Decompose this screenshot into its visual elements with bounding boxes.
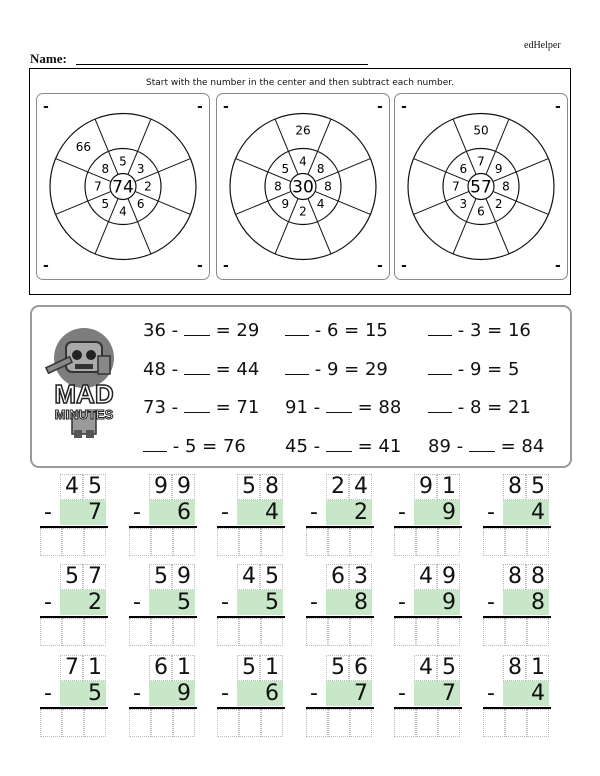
wheel-center-number: 57 — [470, 177, 492, 198]
tens-digit: 2 — [331, 474, 345, 499]
answer-cell[interactable] — [438, 528, 460, 556]
operator: - — [450, 436, 469, 457]
mad-minutes-equation — [285, 437, 401, 457]
answer-cell[interactable] — [483, 618, 505, 646]
ones-digit: 1 — [177, 655, 191, 680]
wheel-inner-number: 9 — [281, 197, 290, 212]
ones-digit: 6 — [354, 655, 368, 680]
answer-cell[interactable] — [40, 528, 62, 556]
minus-sign: - — [221, 681, 229, 706]
operand: 3 — [469, 320, 482, 341]
answer-cell[interactable] — [350, 618, 372, 646]
minus-sign: - — [310, 500, 318, 525]
mad-minutes-equation — [143, 437, 246, 457]
answer-cell[interactable] — [306, 709, 328, 737]
minus-sign: - — [398, 500, 406, 525]
operand: 8 — [469, 397, 482, 418]
tens-digit: 4 — [419, 564, 433, 589]
wheel-inner-number: 6 — [136, 197, 145, 212]
minus-sign: - — [310, 590, 318, 615]
subtrahend-digit: 7 — [88, 500, 102, 525]
answer-cell[interactable] — [416, 709, 438, 737]
wheel-inner-number: 7 — [94, 179, 102, 194]
operator: - — [307, 397, 326, 418]
wheel-inner-number: 4 — [299, 154, 307, 169]
subtraction-problem — [40, 474, 108, 560]
answer-blank[interactable] — [428, 321, 452, 336]
mad-minutes-equation — [428, 437, 544, 457]
subtraction-problem — [306, 655, 374, 741]
answer-blank[interactable] — [428, 360, 452, 375]
minus-sign: - — [398, 590, 406, 615]
answer-cell[interactable] — [217, 709, 239, 737]
answer-cell[interactable] — [328, 709, 350, 737]
wheel-inner-number: 8 — [324, 179, 332, 194]
minus-sign: - — [310, 681, 318, 706]
operator: - — [165, 359, 184, 380]
equals-sign: = — [209, 397, 237, 418]
ones-digit: 5 — [88, 474, 102, 499]
answer-cell[interactable] — [438, 618, 460, 646]
answer-blank[interactable] — [326, 398, 352, 413]
operator: - — [309, 320, 327, 341]
answer-rule — [129, 707, 197, 709]
operand: 91 — [285, 397, 308, 418]
answer-rule — [394, 707, 462, 709]
corner-minus: - — [377, 258, 383, 274]
answer-cell[interactable] — [217, 618, 239, 646]
answer-blank[interactable] — [285, 360, 309, 375]
answer-cell[interactable] — [394, 618, 416, 646]
answer-rule — [217, 707, 285, 709]
answer-cell[interactable] — [505, 709, 527, 737]
result: 84 — [521, 436, 545, 457]
tens-digit: 5 — [242, 474, 256, 499]
operator: - — [165, 320, 184, 341]
answer-cell[interactable] — [217, 528, 239, 556]
operand: 9 — [326, 359, 339, 380]
answer-cell[interactable] — [62, 709, 84, 737]
tens-digit: 4 — [419, 655, 433, 680]
operand: 48 — [143, 359, 166, 380]
corner-minus: - — [223, 258, 229, 274]
operand: 73 — [143, 397, 166, 418]
subtrahend-digit: 4 — [265, 500, 279, 525]
result: 44 — [236, 359, 260, 380]
ones-digit: 1 — [88, 655, 102, 680]
subtraction-problem — [394, 655, 462, 741]
minus-sign: - — [44, 500, 52, 525]
subtraction-problem — [394, 474, 462, 560]
equals-sign: = — [481, 320, 508, 341]
tens-digit: 4 — [242, 564, 256, 589]
subtrahend-digit: 9 — [442, 500, 456, 525]
wheel-inner-number: 6 — [459, 161, 468, 176]
ones-digit: 9 — [177, 564, 191, 589]
result: 16 — [507, 320, 531, 341]
answer-blank[interactable] — [143, 437, 167, 452]
operand: 9 — [469, 359, 482, 380]
subtrahend-digit: 9 — [442, 590, 456, 615]
answer-cell[interactable] — [84, 709, 106, 737]
answer-cell[interactable] — [239, 709, 261, 737]
subtrahend-digit: 2 — [88, 590, 102, 615]
subtraction-problem — [129, 474, 197, 560]
tens-digit: 5 — [154, 564, 168, 589]
subtraction-problem — [40, 655, 108, 741]
answer-rule — [306, 616, 374, 618]
minus-sign: - — [44, 681, 52, 706]
answer-cell[interactable] — [505, 528, 527, 556]
answer-cell[interactable] — [261, 618, 283, 646]
answer-cell[interactable] — [483, 528, 505, 556]
subtrahend-digit: 4 — [531, 681, 545, 706]
mad-minutes-equation — [143, 321, 259, 341]
subtraction-problem — [394, 564, 462, 650]
wheel-outer-answer[interactable]: 50 — [473, 123, 489, 138]
brand-label: edHelper — [524, 40, 561, 51]
ones-digit: 4 — [354, 474, 368, 499]
result: 41 — [378, 436, 402, 457]
answer-cell[interactable] — [62, 618, 84, 646]
answer-blank[interactable] — [326, 437, 352, 452]
tens-digit: 9 — [419, 474, 433, 499]
minus-sign: - — [221, 500, 229, 525]
subtrahend-digit: 8 — [531, 590, 545, 615]
logo-line2: MINUTES — [54, 407, 114, 422]
wheel-panel — [216, 93, 390, 280]
answer-cell[interactable] — [261, 709, 283, 737]
subtrahend-digit: 4 — [531, 500, 545, 525]
answer-cell[interactable] — [129, 709, 151, 737]
answer-cell[interactable] — [416, 618, 438, 646]
result: 71 — [236, 397, 260, 418]
equals-sign: = — [209, 320, 237, 341]
wheel-inner-number: 6 — [477, 204, 485, 219]
wheel-inner-number: 8 — [316, 161, 325, 176]
answer-cell[interactable] — [306, 618, 328, 646]
corner-minus: - — [43, 258, 49, 274]
subtraction-problem — [217, 655, 285, 741]
answer-cell[interactable] — [129, 618, 151, 646]
corner-minus: - — [401, 258, 407, 274]
answer-cell[interactable] — [40, 618, 62, 646]
answer-cell[interactable] — [350, 528, 372, 556]
wheel-inner-number: 8 — [101, 161, 110, 176]
answer-cell[interactable] — [394, 528, 416, 556]
subtraction-problem — [483, 564, 551, 650]
result: 29 — [364, 359, 388, 380]
result: 76 — [222, 436, 246, 457]
answer-cell[interactable] — [84, 528, 106, 556]
operand: 45 — [285, 436, 308, 457]
answer-cell[interactable] — [151, 618, 173, 646]
answer-cell[interactable] — [527, 528, 549, 556]
subtrahend-digit: 5 — [265, 590, 279, 615]
answer-cell[interactable] — [84, 618, 106, 646]
answer-rule — [217, 526, 285, 528]
tens-digit: 8 — [508, 564, 522, 589]
ones-digit: 9 — [442, 564, 456, 589]
corner-minus: - — [197, 258, 203, 274]
answer-cell[interactable] — [62, 528, 84, 556]
answer-rule — [40, 707, 108, 709]
wheel-outer-answer[interactable]: 26 — [295, 123, 311, 138]
tens-digit: 8 — [508, 655, 522, 680]
subtraction-problem — [483, 474, 551, 560]
answer-cell[interactable] — [173, 709, 195, 737]
answer-blank[interactable] — [469, 437, 495, 452]
subtrahend-digit: 7 — [442, 681, 456, 706]
ones-digit: 1 — [265, 655, 279, 680]
answer-rule — [306, 707, 374, 709]
answer-rule — [483, 616, 551, 618]
wheel-panel — [36, 93, 210, 280]
answer-cell[interactable] — [527, 618, 549, 646]
operand: 36 — [143, 320, 166, 341]
minus-sign: - — [221, 590, 229, 615]
equals-sign: = — [351, 397, 379, 418]
subtrahend-digit: 2 — [354, 500, 368, 525]
subtrahend-digit: 8 — [354, 590, 368, 615]
answer-cell[interactable] — [151, 528, 173, 556]
operand: 89 — [428, 436, 451, 457]
subtrahend-digit: 6 — [265, 681, 279, 706]
name-line[interactable] — [76, 64, 368, 65]
ones-digit: 8 — [531, 564, 545, 589]
wheel-diagram — [37, 94, 209, 279]
wheel-inner-number: 8 — [274, 179, 282, 194]
corner-minus: - — [555, 99, 561, 115]
tens-digit: 5 — [242, 655, 256, 680]
ones-digit: 8 — [265, 474, 279, 499]
answer-rule — [217, 616, 285, 618]
wheel-inner-number: 7 — [452, 179, 460, 194]
ones-digit: 7 — [88, 564, 102, 589]
tens-digit: 7 — [65, 655, 79, 680]
tens-digit: 8 — [508, 474, 522, 499]
operator: - — [167, 436, 185, 457]
minus-sign: - — [487, 590, 495, 615]
wheel-panel — [394, 93, 568, 280]
wheel-diagram — [395, 94, 567, 279]
ones-digit: 9 — [177, 474, 191, 499]
wheel-inner-number: 5 — [119, 154, 127, 169]
wheel-instructions: Start with the number in the center and then subtract each number. — [146, 78, 454, 88]
answer-rule — [129, 526, 197, 528]
ones-digit: 3 — [354, 564, 368, 589]
subtrahend-digit: 6 — [177, 500, 191, 525]
answer-rule — [394, 616, 462, 618]
wheel-inner-number: 5 — [101, 197, 110, 212]
operand: 5 — [184, 436, 197, 457]
wheel-inner-number: 2 — [494, 197, 503, 212]
equals-sign: = — [338, 320, 365, 341]
answer-cell[interactable] — [394, 709, 416, 737]
subtraction-problem — [129, 564, 197, 650]
equals-sign: = — [196, 436, 223, 457]
logo-line1: MAD — [54, 379, 114, 409]
subtraction-problem — [306, 474, 374, 560]
subtraction-problem — [217, 564, 285, 650]
operand: 6 — [326, 320, 339, 341]
answer-cell[interactable] — [261, 528, 283, 556]
mad-minutes-equation — [143, 360, 259, 380]
wheel-inner-number: 4 — [119, 204, 127, 219]
answer-cell[interactable] — [328, 618, 350, 646]
equals-sign: = — [481, 397, 508, 418]
subtrahend-digit: 7 — [354, 681, 368, 706]
equals-sign: = — [481, 359, 508, 380]
answer-cell[interactable] — [129, 528, 151, 556]
tens-digit: 6 — [331, 564, 345, 589]
minus-sign: - — [487, 500, 495, 525]
wheel-inner-number: 9 — [494, 161, 503, 176]
wheel-center-number: 74 — [112, 177, 134, 198]
mad-minutes-equation — [285, 398, 401, 418]
answer-blank[interactable] — [184, 321, 210, 336]
answer-cell[interactable] — [416, 528, 438, 556]
operator: - — [309, 359, 327, 380]
minus-sign: - — [133, 500, 141, 525]
result: 29 — [236, 320, 260, 341]
operator: - — [452, 397, 470, 418]
ones-digit: 5 — [442, 655, 456, 680]
mad-minutes-equation — [428, 321, 531, 341]
answer-cell[interactable] — [173, 528, 195, 556]
subtrahend-digit: 5 — [177, 590, 191, 615]
result: 21 — [507, 397, 531, 418]
corner-minus: - — [555, 258, 561, 274]
subtraction-problem — [306, 564, 374, 650]
answer-blank[interactable] — [184, 360, 210, 375]
equals-sign: = — [338, 359, 365, 380]
minus-sign: - — [133, 681, 141, 706]
result: 88 — [378, 397, 402, 418]
wheel-inner-number: 8 — [502, 179, 510, 194]
mad-minutes-equation — [428, 398, 531, 418]
answer-cell[interactable] — [527, 709, 549, 737]
corner-minus: - — [197, 99, 203, 115]
mad-minutes-equation — [143, 398, 259, 418]
wheel-outer-answer[interactable]: 66 — [75, 139, 92, 154]
result: 5 — [507, 359, 520, 380]
corner-minus: - — [223, 99, 229, 115]
answer-rule — [483, 707, 551, 709]
operator: - — [452, 359, 470, 380]
ones-digit: 1 — [531, 655, 545, 680]
mad-minutes-equation — [428, 360, 519, 380]
answer-rule — [40, 526, 108, 528]
subtrahend-digit: 9 — [177, 681, 191, 706]
answer-cell[interactable] — [173, 618, 195, 646]
answer-cell[interactable] — [40, 709, 62, 737]
equals-sign: = — [494, 436, 522, 457]
tens-digit: 5 — [331, 655, 345, 680]
wheel-diagram — [217, 94, 389, 279]
answer-cell[interactable] — [239, 618, 261, 646]
minus-sign: - — [398, 681, 406, 706]
wheel-inner-number: 2 — [144, 179, 152, 194]
answer-blank[interactable] — [285, 321, 309, 336]
tens-digit: 4 — [65, 474, 79, 499]
answer-rule — [306, 526, 374, 528]
answer-rule — [394, 526, 462, 528]
wheel-inner-number: 2 — [299, 204, 307, 219]
answer-cell[interactable] — [350, 709, 372, 737]
wheel-inner-number: 3 — [136, 161, 145, 176]
corner-minus: - — [401, 99, 407, 115]
subtraction-problem — [129, 655, 197, 741]
subtraction-problem — [40, 564, 108, 650]
answer-cell[interactable] — [328, 528, 350, 556]
answer-blank[interactable] — [428, 398, 452, 413]
corner-minus: - — [377, 99, 383, 115]
wheel-inner-number: 4 — [316, 197, 325, 212]
tens-digit: 9 — [154, 474, 168, 499]
operator: - — [452, 320, 470, 341]
answer-cell[interactable] — [239, 528, 261, 556]
answer-rule — [129, 616, 197, 618]
answer-cell[interactable] — [438, 709, 460, 737]
answer-cell[interactable] — [306, 528, 328, 556]
wheel-inner-number: 7 — [477, 154, 485, 169]
minus-sign: - — [487, 681, 495, 706]
ones-digit: 1 — [442, 474, 456, 499]
wheel-center-number: 30 — [292, 177, 314, 198]
wheel-inner-number: 3 — [459, 197, 468, 212]
mad-minutes-equation — [285, 360, 388, 380]
minus-sign: - — [133, 590, 141, 615]
robot-logo-icon — [36, 322, 132, 440]
subtraction-problem — [217, 474, 285, 560]
answer-cell[interactable] — [151, 709, 173, 737]
tens-digit: 5 — [65, 564, 79, 589]
minus-sign: - — [44, 590, 52, 615]
tens-digit: 6 — [154, 655, 168, 680]
subtrahend-digit: 5 — [88, 681, 102, 706]
answer-rule — [40, 616, 108, 618]
result: 15 — [364, 320, 388, 341]
wheel-inner-number: 5 — [281, 161, 290, 176]
equals-sign: = — [351, 436, 379, 457]
ones-digit: 5 — [265, 564, 279, 589]
subtraction-problem — [483, 655, 551, 741]
equals-sign: = — [209, 359, 237, 380]
corner-minus: - — [43, 99, 49, 115]
answer-cell[interactable] — [505, 618, 527, 646]
name-label: Name: — [30, 51, 67, 66]
answer-cell[interactable] — [483, 709, 505, 737]
mad-minutes-equation — [285, 321, 388, 341]
answer-rule — [483, 526, 551, 528]
answer-blank[interactable] — [184, 398, 210, 413]
ones-digit: 5 — [531, 474, 545, 499]
operator: - — [165, 397, 184, 418]
operator: - — [307, 436, 326, 457]
